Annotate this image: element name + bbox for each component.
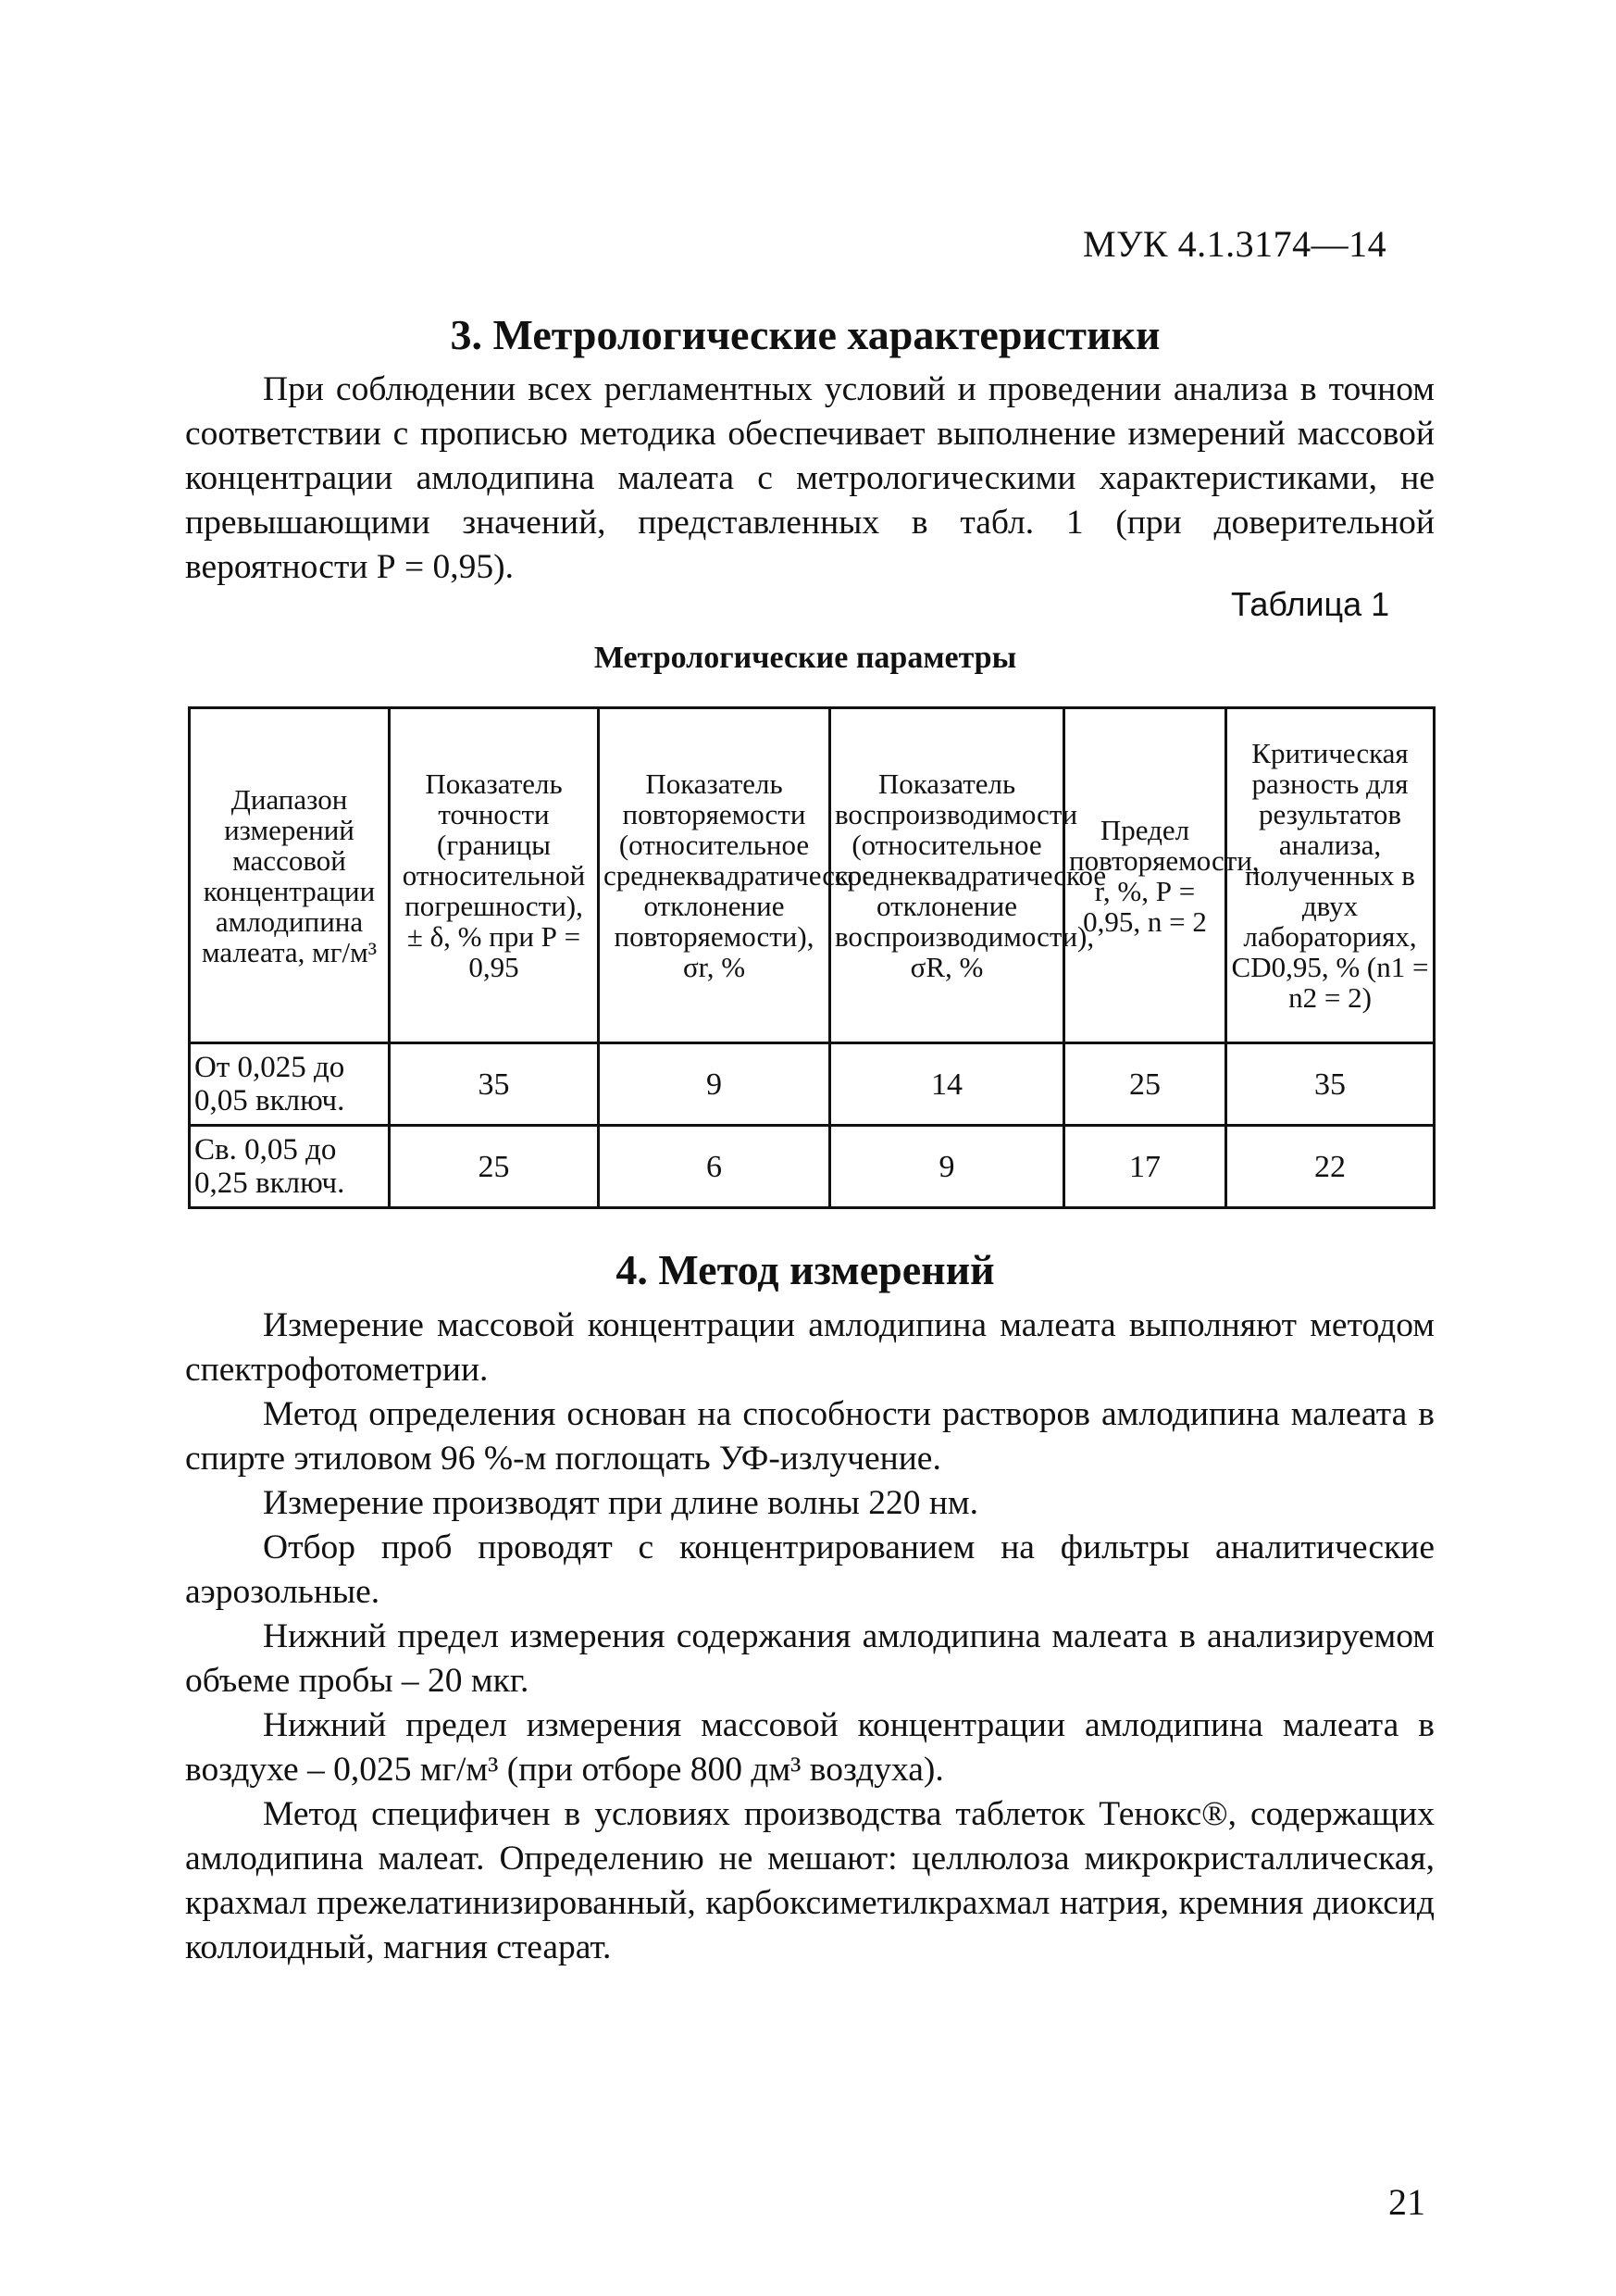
table-row bbox=[190, 1043, 1435, 1126]
header-critical-difference: Критическая разность для результатов анализа, полученных в двух лабораториях, CD0,95, % (n1 = n2 = 2) bbox=[1226, 708, 1435, 1043]
table-cell: 9 bbox=[599, 1043, 830, 1126]
section-4-paragraph: Нижний предел измерения массовой концентрации амлодипина малеата в воздухе – 0,025 мг/м³ (при отборе 800 дм³ воздуха). bbox=[185, 1706, 1435, 1789]
table-cell: 14 bbox=[830, 1043, 1064, 1126]
document-code: МУК 4.1.3174—14 bbox=[1083, 223, 1387, 265]
table-cell: От 0,025 до 0,05 включ. bbox=[190, 1043, 390, 1126]
header-reproducibility: Показатель воспроизводимости (относительное среднеквадратическое отклонение воспроизводимости), σR, % bbox=[830, 708, 1064, 1043]
table-cell: 6 bbox=[599, 1126, 830, 1208]
section-4-paragraph: Нижний предел измерения содержания амлодипина малеата в анализируемом объеме пробы – 20 мкг. bbox=[185, 1617, 1435, 1700]
table-row bbox=[190, 1126, 1435, 1208]
section-4-paragraph: Метод определения основан на способности растворов амлодипина малеата в спирте этиловом 96 %-м поглощать УФ-излучение. bbox=[185, 1395, 1435, 1478]
table-cell: 25 bbox=[1064, 1043, 1226, 1126]
table-title: Метрологические параметры bbox=[593, 641, 1017, 675]
section-4-paragraph: Отбор проб проводят с концентрированием на фильтры аналитические аэрозольные. bbox=[185, 1529, 1435, 1611]
table-cell: 22 bbox=[1226, 1126, 1435, 1208]
table-cell: 9 bbox=[830, 1126, 1064, 1208]
table-label: Таблица 1 bbox=[1231, 585, 1390, 623]
table-header-row bbox=[190, 708, 1435, 1043]
section-4-paragraph: Метод специфичен в условиях производства таблеток Тенокс®, содержащих амлодипина малеат. Определению не мешают: целлюлоза микрокристаллическая, крахмал прежелатинизированный, карбоксиметилкрахмал натрия, кремния диоксид коллоидный, магния стеарат. bbox=[185, 1795, 1435, 1966]
section-4-paragraph: Измерение массовой концентрации амлодипина малеата выполняют методом спектрофотометрии. bbox=[185, 1306, 1435, 1389]
header-repeatability: Показатель повторяемости (относительное среднеквадратическое отклонение повторяемости), σr, % bbox=[599, 708, 830, 1043]
section-4-title: 4. Метод измерений bbox=[615, 1246, 995, 1293]
section-4-paragraph: Измерение производят при длине волны 220 нм. bbox=[263, 1484, 979, 1522]
header-accuracy: Показатель точности (границы относительной погрешности), ± δ, % при Р = 0,95 bbox=[390, 708, 599, 1043]
section-3-title: 3. Метрологические характеристики bbox=[450, 311, 1161, 358]
table-cell: 35 bbox=[1226, 1043, 1435, 1126]
table-cell: 25 bbox=[390, 1126, 599, 1208]
section-3-paragraph: При соблюдении всех регламентных условий и проведении анализа в точном соответствии с прописью методика обеспечивает выполнение измерений массовой концентрации амлодипина малеата с метрологическими характеристиками, не превышающими значений, представленных в табл. 1 (при доверительной вероятности Р = 0,95). bbox=[185, 370, 1435, 586]
section-4-body bbox=[185, 1304, 1435, 1970]
header-range: Диапазон измерений массовой концентрации амлодипина малеата, мг/м³ bbox=[190, 708, 390, 1043]
table-cell: 35 bbox=[390, 1043, 599, 1126]
page-number: 21 bbox=[1388, 2181, 1425, 2223]
header-repeatability-limit: Предел повторяемости, r, %, Р = 0,95, n = 2 bbox=[1064, 708, 1226, 1043]
table-cell: 17 bbox=[1064, 1126, 1226, 1208]
metrology-table bbox=[188, 706, 1436, 1209]
table-cell: Св. 0,05 до 0,25 включ. bbox=[190, 1126, 390, 1208]
